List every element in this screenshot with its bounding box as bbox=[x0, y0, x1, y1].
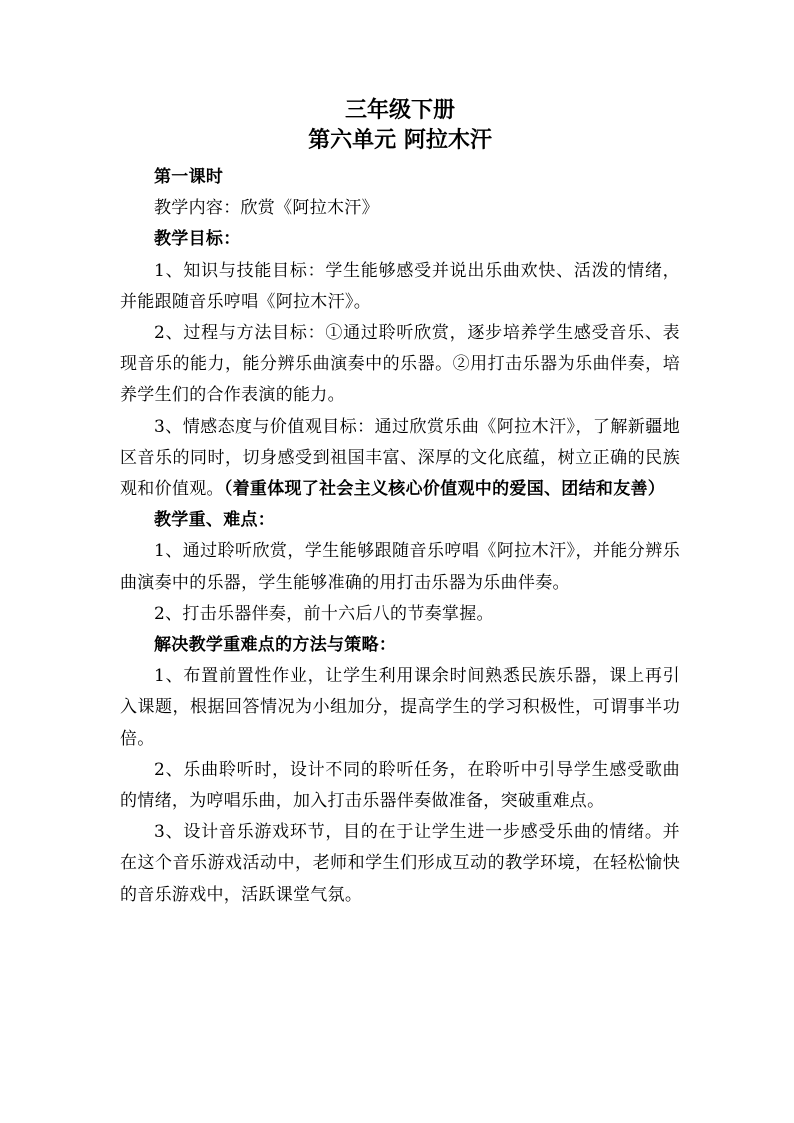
document-page bbox=[120, 96, 680, 911]
methods-heading: 解决教学重难点的方法与策略： bbox=[154, 635, 397, 656]
key-point-1: 1、通过聆听欣赏，学生能够跟随音乐哼唱《阿拉木汗》，并能分辨乐曲演奏中的乐器，学生能够准确的用打击乐器为乐曲伴奏。 bbox=[120, 541, 680, 593]
goal-3-emphasis: （着重体现了社会主义核心价值观中的爱国、团结和友善） bbox=[223, 479, 666, 500]
goals-heading: 教学目标： bbox=[154, 229, 241, 250]
method-3: 3、设计音乐游戏环节，目的在于让学生进一步感受乐曲的情绪。并在这个音乐游戏活动中，老师和学生们形成互动的教学环境，在轻松愉快的音乐游戏中，活跃课堂气氛。 bbox=[120, 822, 680, 905]
key-point-2: 2、打击乐器伴奏，前十六后八的节奏掌握。 bbox=[154, 603, 494, 624]
teaching-content: 教学内容：欣赏《阿拉木汗》 bbox=[154, 198, 379, 219]
lesson-heading: 第一课时 bbox=[154, 167, 224, 187]
goal-3-text: 3、情感态度与价值观目标：通过欣赏乐曲《阿拉木汗》，了解新疆地区音乐的同时，切身感受到祖国丰富、深厚的文化底蕴，树立正确的民族观和价值观。 bbox=[120, 416, 680, 500]
key-points-heading: 教学重、难点： bbox=[154, 510, 276, 531]
goal-2: 2、过程与方法目标：①通过聆听欣赏，逐步培养学生感受音乐、表现音乐的能力，能分辨乐曲演奏中的乐器。②用打击乐器为乐曲伴奏，培养学生们的合作表演的能力。 bbox=[120, 323, 680, 406]
method-2: 2、乐曲聆听时，设计不同的聆听任务，在聆听中引导学生感受歌曲的情绪，为哼唱乐曲，加入打击乐器伴奏做准备，突破重难点。 bbox=[120, 759, 680, 812]
goal-3 bbox=[120, 412, 680, 506]
unit-title: 第六单元 阿拉木汗 bbox=[308, 128, 492, 153]
method-1: 1、布置前置性作业，让学生利用课余时间熟悉民族乐器，课上再引入课题，根据回答情况为小组加分，提高学生的学习积极性，可谓事半功倍。 bbox=[120, 666, 680, 749]
goal-1: 1、知识与技能目标：学生能够感受并说出乐曲欢快、活泼的情绪，并能跟随音乐哼唱《阿拉木汗》。 bbox=[120, 260, 680, 312]
grade-title: 三年级下册 bbox=[344, 98, 455, 123]
